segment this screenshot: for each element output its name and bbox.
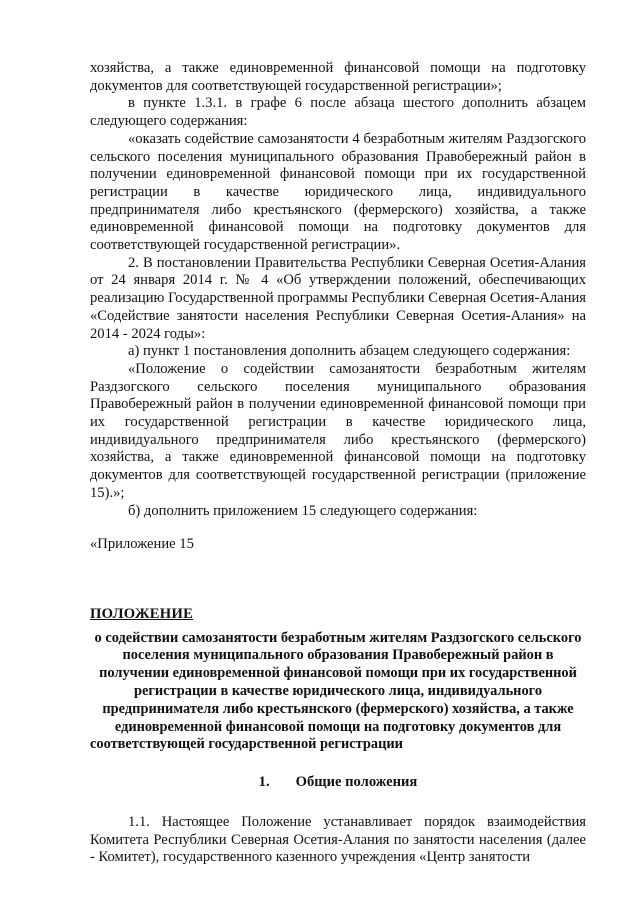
paragraph-item-a: а) пункт 1 постановления дополнить абзацем следующего содержания: <box>128 343 571 360</box>
paragraph-item-b: б) дополнить приложением 15 следующего содержания: <box>128 502 478 519</box>
paragraph-resolution-2: 2. В постановлении Правительства Республики Северная Осетия-Алания от 24 января 2014 г. № 4 «Об утверждении положений, обеспечивающих реализацию Государственной программы Республики Северная Осетия-Алания «Содействие занятости населения Республики Северная Осетия-Алания» на 2014 - 2024 годы»: <box>90 254 586 342</box>
paragraph-1-1: 1.1. Настоящее Положение устанавливает порядок взаимодействия Комитета Республики Северная Осетия-Алания по занятости населения (далее - Комитет), государственного казенного учреждения «Центр занятости <box>90 813 586 866</box>
paragraph-quoted-text: «оказать содействие самозанятости 4 безработным жителям Раздзогского сельского поселения муниципального образования Правобережный район в получении единовременной финансовой помощи при их государственной регистрации в качестве юридического лица, индивидуального предпринимателя либо крестьянского (фермерского) хозяйства, а также единовременной финансовой помощи на подготовку документов для соответствующей государственной регистрации». <box>90 130 586 254</box>
paragraph-quoted-regulation: «Положение о содействии самозанятости безработным жителям Раздзогского сельского поселения муниципального образования Правобережный район в получении единовременной финансовой помощи при их государственной регистрации в качестве юридического лица, индивидуального предпринимателя либо крестьянского (фермерского) хозяйства, а также единовременной финансовой помощи на подготовку документов для соответствующей государственной регистрации (приложение 15).»; <box>90 360 586 501</box>
paragraph-amendment-1-3-1: в пункте 1.3.1. в графе 6 после абзаца шестого дополнить абзацем следующего содержания: <box>90 95 586 130</box>
document-page <box>90 60 586 867</box>
section-number: 1. <box>258 774 270 791</box>
regulation-subtitle: о содействии самозанятости безработным жителям Раздзогского сельского поселения муниципального образования Правобережный район в получении единовременной финансовой помощи при их государственной регистрации в качестве юридического лица, индивидуального предпринимателя либо крестьянского (фермерского) хозяйства, а также единовременной финансовой помощи на подготовку документов для соответствующей государственной регистрации <box>90 629 582 753</box>
regulation-title: ПОЛОЖЕНИЕ <box>90 605 194 622</box>
paragraph-continuation: хозяйства, а также единовременной финансовой помощи на подготовку документов для соответствующей государственной регистрации»; <box>90 60 586 94</box>
appendix-label: «Приложение 15 <box>90 536 194 553</box>
section-heading <box>90 774 586 792</box>
section-title: Общие положения <box>295 774 418 791</box>
